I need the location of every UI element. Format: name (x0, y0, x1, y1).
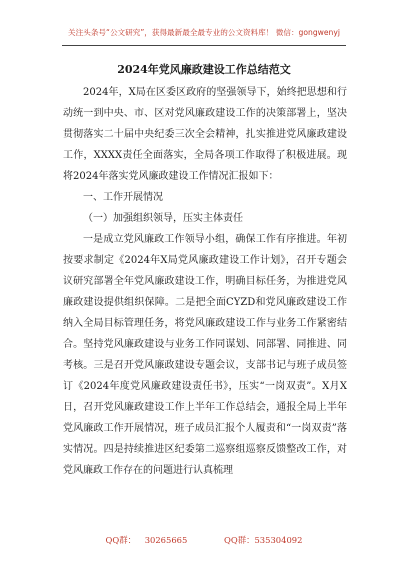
document-title: 2024年党风廉政建设工作总结范文 (117, 63, 291, 76)
body-paragraph: 一是成立党风廉政工作领导小组，确保工作有序推进。年初按要求制定《2024年X局党风廉政建设工作计划》，召开专题会议研究部署全年党风廉政建设工作，明确目标任务，为推进党风廉政建设提供组织保障。二是把全面CYZD和党风廉政建设工作纳入全局目标管理任务，将党风廉政建设工作与业务工作紧密结合。坚持党风廉政建设与业务工作同谋划、同部署、同推进、同考核。三是召开党风廉政建设专题会议，支部书记与班子成员签订《2024年度党风廉政建设责任书》，压实“一岗双责”。X月X日，召开党风廉政建设工作上半年工作总结会，通报全局上半年党风廉政工作开展情况，班子成员汇报个人履责和“一岗双责”落实情况。四是持续推进区纪委第二巡察组巡察反馈整改工作，对党风廉政工作存在的问题进行认真梳理 (63, 234, 347, 476)
header-divider (62, 45, 346, 46)
header-note: 关注头条号“公文研究”，获得最新最全最专业的公文资料库！ 微信：gongwenyj (68, 28, 340, 37)
document-body (63, 82, 347, 481)
footer-qq-group-2: QQ群：535304092 (224, 535, 303, 545)
footer-contact (0, 534, 408, 546)
footer-qq-group-1: QQ群： 30265665 (105, 535, 188, 545)
subsection-heading: （一）加强组织领导，压实主体责任 (83, 213, 243, 224)
section-heading: 一、工作开展情况 (83, 192, 163, 203)
intro-paragraph: 2024年，X局在区委区政府的坚强领导下，始终把思想和行动统一到中央、市、区对党风廉政建设工作的决策部署上，坚决贯彻落实二十届中央纪委三次全会精神，扎实推进党风廉政建设工作，XXXX责任全面落实，全局各项工作取得了积极进展。现将2024年落实党风廉政建设工作情况汇报如下： (63, 87, 347, 182)
